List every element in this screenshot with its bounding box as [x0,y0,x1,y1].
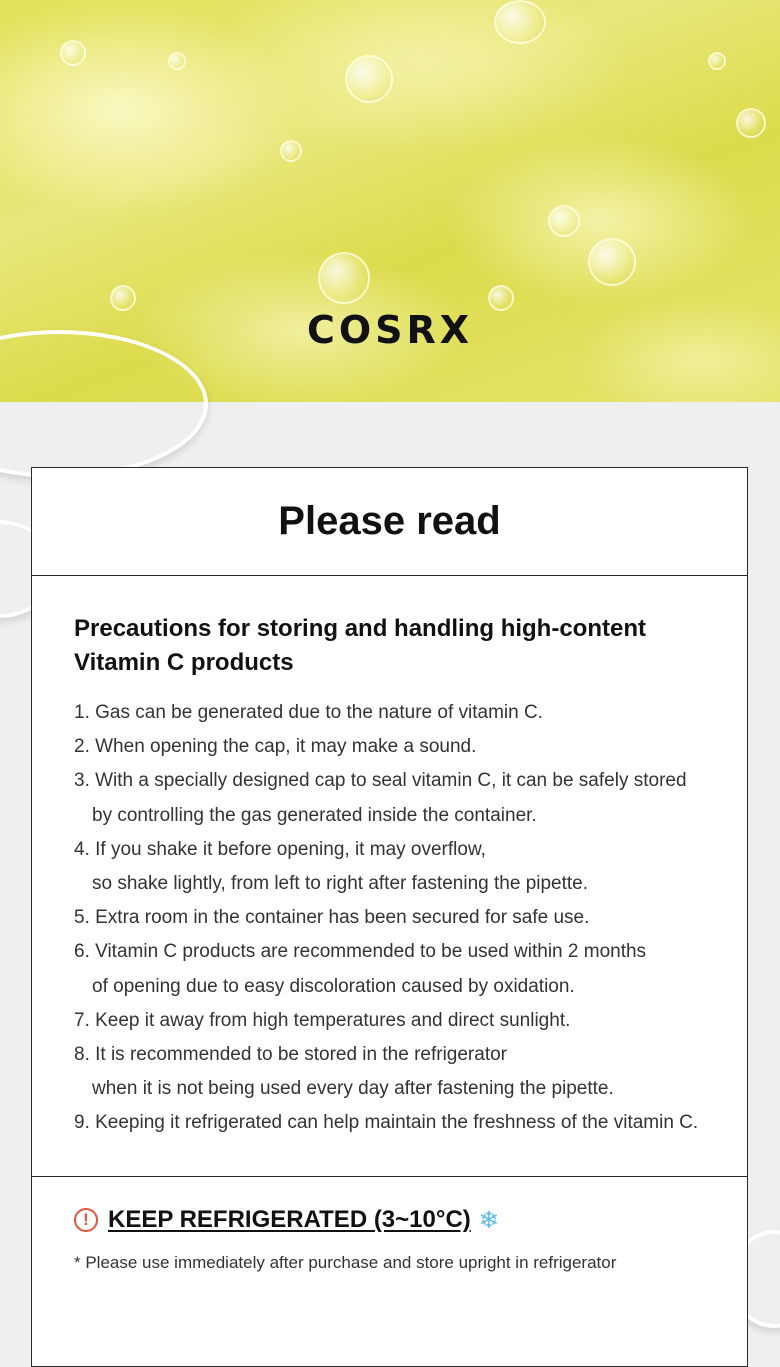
notice-header [32,468,747,576]
bubble-decoration [345,55,393,103]
precautions-title-line: Precautions for storing and handling high-content [74,615,646,642]
list-item [74,764,705,832]
list-item-continuation: by controlling the gas generated inside the container. [92,804,537,826]
refrigeration-heading: KEEP REFRIGERATED (3~10°C) [108,1206,471,1233]
list-item [74,901,705,935]
bubble-decoration [736,108,766,138]
bubble-decoration [548,205,580,237]
refrigeration-heading-row [74,1203,705,1237]
list-item [74,1038,705,1106]
list-item-text: 1. Gas can be generated due to the nature of vitamin C. [74,702,543,723]
notice-card [31,467,748,1367]
list-item [74,696,705,730]
list-item-text: 6. Vitamin C products are recommended to be used within 2 months [74,941,647,963]
refrigeration-section [32,1177,747,1273]
bubble-decoration [60,40,86,66]
list-item [74,1004,705,1038]
list-item-continuation: so shake lightly, from left to right after fastening the pipette. [92,873,589,895]
list-item-text: 7. Keep it away from high temperatures and direct sunlight. [74,1009,571,1031]
precautions-title [74,612,705,680]
list-item [74,935,705,1003]
snowflake-icon: ❄ [478,1206,499,1234]
list-item-text: 8. It is recommended to be stored in the refrigerator [74,1044,507,1066]
precautions-title-line: Vitamin C products [74,649,294,676]
list-item-text: 5. Extra room in the container has been secured for safe use. [74,907,590,929]
bubble-decoration [318,252,370,304]
bubble-decoration [494,0,546,44]
list-item [74,1106,705,1140]
list-item-text: 3. With a specially designed cap to seal vitamin C, it can be safely stored [74,770,687,792]
list-item-continuation: when it is not being used every day after fastening the pipette. [92,1078,614,1100]
bubble-decoration [168,52,186,70]
notice-title: Please read [278,499,501,543]
precautions-section [32,576,747,1177]
list-item-text: 4. If you shake it before opening, it may overflow, [74,838,486,860]
brand-logo: COSRX [306,308,474,352]
bubble-decoration [280,140,302,162]
bubble-decoration [588,238,636,286]
list-item-continuation: of opening due to easy discoloration caused by oxidation. [92,975,575,997]
list-item-text: 2. When opening the cap, it may make a sound. [74,736,477,758]
list-item [74,833,705,901]
exclamation-circle-icon: ! [74,1208,98,1232]
bubble-decoration [708,52,726,70]
precautions-list [74,696,705,1141]
list-item [74,730,705,764]
refrigeration-note: * Please use immediately after purchase and store upright in refrigerator [74,1253,617,1272]
list-item-text: 9. Keeping it refrigerated can help maintain the freshness of the vitamin C. [74,1112,699,1134]
